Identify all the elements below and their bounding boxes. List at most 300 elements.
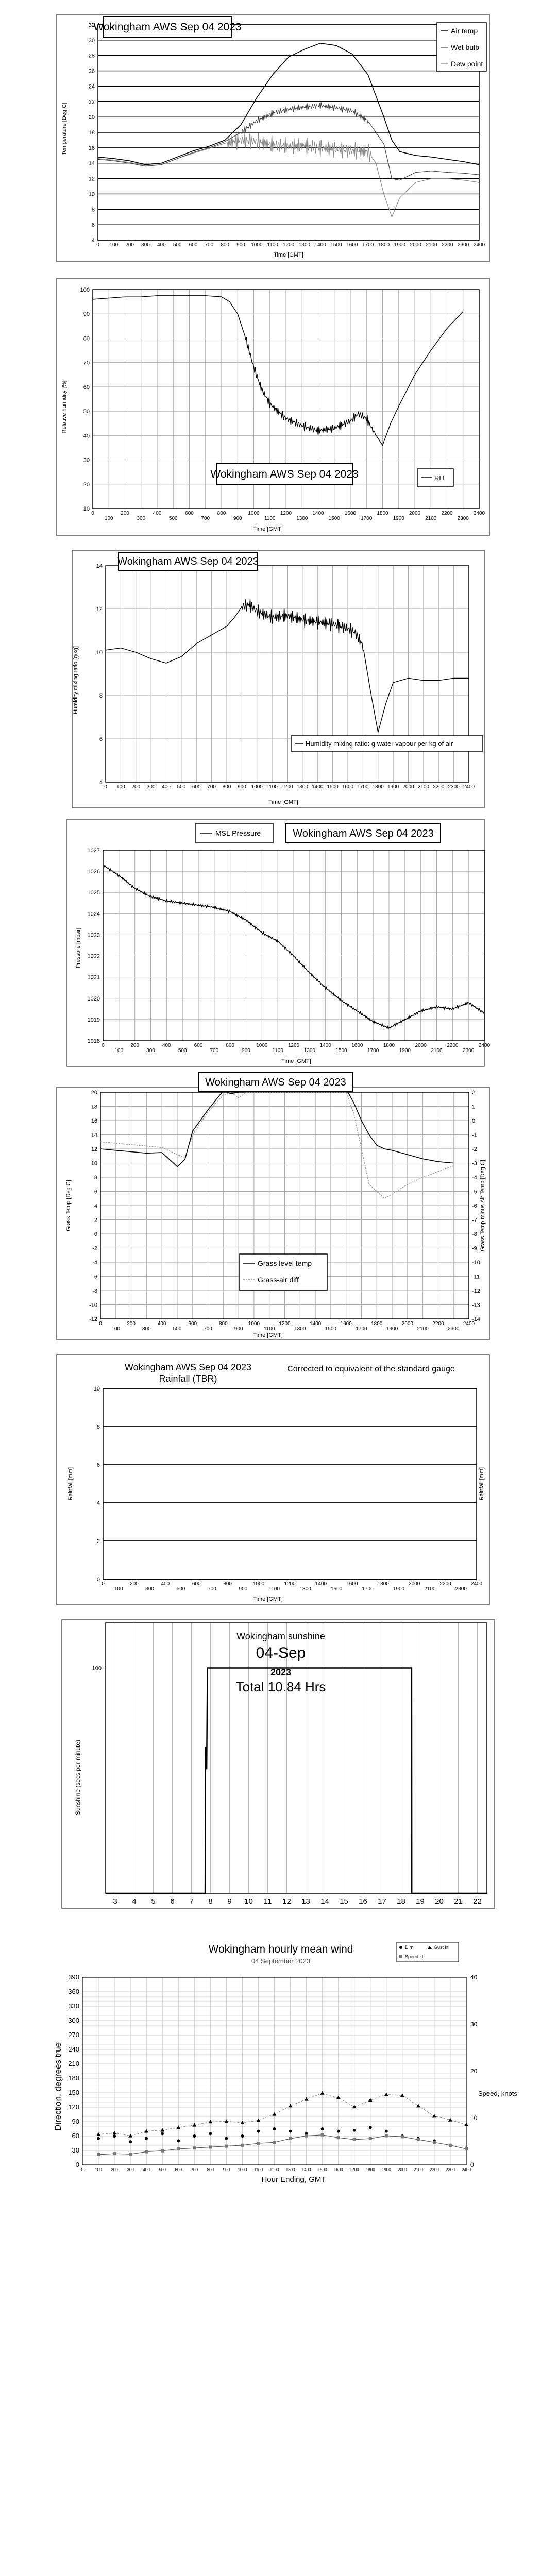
x-tick-label: 900 <box>236 242 245 248</box>
x-tick-label: 1700 <box>356 1326 367 1332</box>
y-tick-label: -12 <box>89 1316 97 1323</box>
x-tick-label: 1200 <box>284 1581 296 1587</box>
x-tick-label: 500 <box>168 516 178 521</box>
x-tick-label: 2100 <box>417 784 429 790</box>
legend-label-mixing-ratio: Humidity mixing ratio: g water vapour per kg of air <box>306 740 453 748</box>
speed-point <box>465 2147 468 2150</box>
x-axis-label: Time [GMT] <box>253 526 283 532</box>
y-tick-label: 80 <box>83 335 90 342</box>
x-tick-label: 20 <box>435 1897 444 1906</box>
legend <box>397 1942 459 1962</box>
x-tick-label: 2400 <box>462 2167 471 2172</box>
x-tick-label: 200 <box>125 242 134 248</box>
legend <box>291 736 483 751</box>
x-tick-label: 2200 <box>439 1581 451 1587</box>
x-tick-label: 1400 <box>312 784 324 790</box>
chart-frame <box>72 550 484 808</box>
y-tick-label: 30 <box>88 37 95 44</box>
x-tick-label: 8 <box>208 1897 213 1906</box>
x-tick-label: 3 <box>113 1897 117 1906</box>
y-tick-label: -2 <box>92 1245 97 1252</box>
x-tick-label: 1200 <box>280 511 292 516</box>
y-tick-label: 100 <box>80 287 90 293</box>
x-tick-label: 2000 <box>415 1043 427 1048</box>
y-tick-label: 390 <box>68 1973 79 1981</box>
x-tick-label: 2400 <box>473 242 485 248</box>
x-tick-label: 1500 <box>330 242 342 248</box>
y-tick-label: 22 <box>88 99 95 106</box>
x-tick-label: 1200 <box>288 1043 300 1048</box>
x-tick-label: 300 <box>142 1326 151 1332</box>
x-tick-label: 0 <box>99 1321 102 1327</box>
x-tick-label: 2000 <box>397 2167 407 2172</box>
speed-point <box>449 2144 452 2147</box>
dirn-point <box>225 2137 228 2140</box>
x-tick-label: 1500 <box>327 784 339 790</box>
x-tick-label: 1600 <box>340 1321 352 1327</box>
y2-tick-label: -10 <box>472 1260 480 1266</box>
y-tick-label: 8 <box>99 693 103 699</box>
dirn-point <box>321 2127 324 2130</box>
x-tick-label: 17 <box>378 1897 386 1906</box>
x-tick-label: 1700 <box>361 516 373 521</box>
grass-temp-chart-panel <box>0 1072 541 1345</box>
x-tick-label: 1800 <box>377 511 388 516</box>
x-tick-label: 1300 <box>296 784 308 790</box>
x-tick-label: 400 <box>157 1321 166 1327</box>
x-tick-label: 400 <box>162 784 171 790</box>
x-tick-label: 300 <box>141 242 150 248</box>
y-tick-label: 10 <box>88 191 95 198</box>
x-tick-label: 1300 <box>285 2167 295 2172</box>
y-tick-label: 40 <box>83 433 90 439</box>
speed-point <box>193 2146 196 2149</box>
dirn-point <box>193 2134 196 2138</box>
y-tick-label: 26 <box>88 68 95 75</box>
y2-axis-label: Grass Temp minus Air Temp [Deg C] <box>480 1160 486 1251</box>
y-tick-label: 28 <box>88 53 95 59</box>
dirn-point <box>257 2130 260 2133</box>
dirn-point <box>241 2134 244 2138</box>
speed-point <box>209 2145 212 2148</box>
x-tick-label: 1600 <box>342 784 354 790</box>
legend <box>417 469 453 486</box>
x-tick-label: 1800 <box>377 1581 389 1587</box>
y2-tick-label: 0 <box>470 2161 474 2168</box>
x-tick-label: 2000 <box>409 1581 420 1587</box>
x-tick-label: 500 <box>173 1326 182 1332</box>
x-tick-label: 1300 <box>298 242 310 248</box>
x-tick-label: 900 <box>239 1586 248 1592</box>
x-tick-label: 1900 <box>393 516 404 521</box>
dirn-point <box>113 2134 116 2138</box>
x-tick-label: 1900 <box>386 1326 398 1332</box>
x-tick-label: 1700 <box>349 2167 359 2172</box>
gust-point <box>289 2104 293 2107</box>
chart-subtitle: Rainfall (TBR) <box>159 1374 217 1384</box>
gust-point <box>224 2119 228 2123</box>
x-tick-label: 21 <box>454 1897 463 1906</box>
x-tick-label: 2400 <box>463 1321 475 1327</box>
y-tick-label: 24 <box>88 83 95 90</box>
x-tick-label: 1000 <box>248 1321 260 1327</box>
x-tick-label: 1400 <box>309 1321 322 1327</box>
x-tick-label: 9 <box>227 1897 232 1906</box>
speed-point <box>225 2145 228 2148</box>
chart-subtitle: 04 September 2023 <box>251 1957 311 1965</box>
x-tick-label: 700 <box>191 2167 198 2172</box>
legend-label-rh: RH <box>434 474 444 482</box>
dirn-point <box>337 2130 340 2133</box>
y2-axis-label: Speed, knots <box>478 2090 517 2097</box>
x-tick-label: 1500 <box>328 516 340 521</box>
x-tick-label: 2300 <box>446 2167 455 2172</box>
y-tick-label: -4 <box>92 1260 97 1266</box>
x-tick-label: 12 <box>282 1897 291 1906</box>
x-tick-label: 2300 <box>457 516 469 521</box>
y-tick-label: -10 <box>89 1302 97 1309</box>
y-tick-label: -6 <box>92 1274 97 1280</box>
y-axis-label: Pressure [mbar] <box>75 927 81 969</box>
chart-frame <box>57 1355 489 1605</box>
x-tick-label: 2200 <box>447 1043 459 1048</box>
x-tick-label: 800 <box>222 784 231 790</box>
x-tick-label: 1900 <box>393 1586 405 1592</box>
y-tick-label: 16 <box>88 145 95 151</box>
y-tick-label: 2 <box>96 1538 100 1545</box>
y2-tick-label: 20 <box>470 2067 478 2075</box>
x-tick-label: 1000 <box>256 1043 268 1048</box>
x-tick-label: 4 <box>132 1897 137 1906</box>
x-tick-label: 18 <box>397 1897 405 1906</box>
y-tick-label: 8 <box>94 1175 97 1181</box>
dirn-point <box>129 2140 132 2143</box>
x-tick-label: 1100 <box>266 784 278 790</box>
sunshine-total: Total 10.84 Hrs <box>235 1679 326 1694</box>
chart-title: Wokingham AWS Sep 04 2023 <box>117 556 259 567</box>
legend <box>196 823 273 843</box>
y-tick-label: 210 <box>68 2060 79 2067</box>
mixing-ratio-chart-panel <box>0 541 541 814</box>
y-tick-label: 0 <box>75 2161 79 2168</box>
y-tick-label: 0 <box>94 1231 97 1238</box>
x-tick-label: 0 <box>81 2167 84 2172</box>
temperature-chart-panel <box>0 0 541 268</box>
x-tick-label: 800 <box>218 1321 228 1327</box>
y-tick-label: 10 <box>93 1386 100 1392</box>
y-axis-label: Rainfall [mm] <box>67 1467 74 1501</box>
y2-tick-label: -12 <box>472 1288 480 1294</box>
y-axis-label: Temperature [Deg C] <box>61 102 67 156</box>
y-tick-label: 360 <box>68 1988 79 1995</box>
chart-frame <box>62 1620 495 1908</box>
speed-point <box>321 2133 324 2137</box>
x-tick-label: 1800 <box>372 784 384 790</box>
x-tick-label: 1000 <box>251 784 263 790</box>
y-tick-label: 12 <box>88 176 95 182</box>
x-tick-label: 200 <box>130 1581 139 1587</box>
mixing-ratio-chart <box>0 541 541 814</box>
x-tick-label: 400 <box>143 2167 150 2172</box>
x-tick-label: 11 <box>263 1897 272 1906</box>
x-tick-label: 800 <box>217 511 226 516</box>
dirn-point <box>97 2137 100 2140</box>
x-tick-label: 0 <box>104 784 107 790</box>
chart-title: Wokingham AWS Sep 04 2023 <box>205 1077 346 1088</box>
rainfall-chart <box>0 1345 541 1613</box>
y2-tick-label: -13 <box>472 1302 480 1309</box>
y-tick-label: 1021 <box>87 974 100 981</box>
y-tick-label: 1018 <box>87 1038 100 1044</box>
x-tick-label: 14 <box>320 1897 329 1906</box>
x-tick-label: 900 <box>238 784 246 790</box>
x-tick-label: 200 <box>131 784 141 790</box>
x-tick-label: 100 <box>116 784 125 790</box>
x-tick-label: 2100 <box>413 2167 423 2172</box>
x-tick-label: 16 <box>359 1897 367 1906</box>
x-tick-label: 1000 <box>238 2167 247 2172</box>
chart-title: Wokingham AWS Sep 04 2023 <box>293 828 434 839</box>
x-tick-label: 2200 <box>442 242 453 248</box>
legend-label-dew-point: Dew point <box>451 60 483 68</box>
y-tick-label: 18 <box>88 130 95 136</box>
x-tick-label: 1100 <box>267 242 278 248</box>
x-tick-label: 2400 <box>470 1581 483 1587</box>
y-tick-label: 150 <box>68 2089 79 2096</box>
y-tick-label: 30 <box>83 457 90 464</box>
rainfall-chart-panel <box>0 1345 541 1613</box>
x-tick-label: 500 <box>178 1048 187 1054</box>
chart-title: Wokingham hourly mean wind <box>208 1943 353 1955</box>
x-tick-label: 2300 <box>448 784 460 790</box>
x-tick-label: 600 <box>185 511 194 516</box>
x-tick-label: 1500 <box>325 1326 336 1332</box>
y-tick-label: 18 <box>91 1104 97 1110</box>
x-tick-label: 2000 <box>402 784 414 790</box>
x-axis-label: Time [GMT] <box>274 252 303 258</box>
y-axis-label: Direction, degrees true <box>53 2042 63 2131</box>
x-tick-label: 1900 <box>399 1048 411 1054</box>
y-tick-label: 20 <box>91 1090 97 1096</box>
x-tick-label: 0 <box>96 242 99 248</box>
y-tick-label: 1019 <box>87 1016 100 1023</box>
x-tick-label: 600 <box>194 1043 203 1048</box>
x-tick-label: 900 <box>234 1326 243 1332</box>
y2-tick-label: -9 <box>472 1245 477 1252</box>
grass-temp-chart <box>0 1072 541 1345</box>
humidity-chart-panel <box>0 268 541 541</box>
x-tick-label: 2100 <box>431 1048 443 1054</box>
x-tick-label: 2100 <box>426 242 437 248</box>
x-tick-label: 19 <box>416 1897 425 1906</box>
y-axis-label: Relative humidity [%] <box>61 380 67 434</box>
x-axis-label: Time [GMT] <box>253 1332 283 1338</box>
y-tick-label: 6 <box>99 736 103 742</box>
x-tick-label: 2200 <box>432 1321 444 1327</box>
x-tick-label: 900 <box>223 2167 230 2172</box>
speed-point <box>257 2142 260 2145</box>
speed-point <box>289 2137 292 2140</box>
gust-point <box>112 2131 116 2134</box>
speed-point <box>417 2138 420 2141</box>
y-tick-label: 270 <box>68 2031 79 2039</box>
y-tick-label: 12 <box>91 1146 97 1153</box>
x-axis-label: Hour Ending, GMT <box>261 2175 326 2184</box>
y2-tick-label: -8 <box>472 1231 477 1238</box>
x-tick-label: 1600 <box>351 1043 363 1048</box>
x-tick-label: 700 <box>208 1586 216 1592</box>
y2-tick-label: 2 <box>472 1090 476 1096</box>
x-tick-label: 800 <box>226 1043 235 1048</box>
x-tick-label: 1000 <box>252 1581 265 1587</box>
x-tick-label: 500 <box>159 2167 166 2172</box>
x-tick-label: 600 <box>188 1321 197 1327</box>
x-tick-label: 300 <box>137 516 146 521</box>
x-tick-label: 1300 <box>296 516 308 521</box>
y-tick-label: 50 <box>83 409 90 415</box>
dirn-point <box>161 2132 164 2135</box>
x-tick-label: 900 <box>233 516 242 521</box>
x-tick-label: 2300 <box>458 242 469 248</box>
y-tick-label: 4 <box>96 1500 100 1506</box>
y2-tick-label: -5 <box>472 1189 477 1195</box>
x-tick-label: 200 <box>121 511 129 516</box>
x-tick-label: 1800 <box>383 1043 395 1048</box>
y-tick-label: 1022 <box>87 953 100 960</box>
y-tick-label: 32 <box>88 22 95 28</box>
y-tick-label: 16 <box>91 1118 97 1124</box>
x-tick-label: 1100 <box>268 1586 280 1592</box>
x-tick-label: 5 <box>151 1897 156 1906</box>
x-axis-label: Time [GMT] <box>253 1596 283 1602</box>
y-tick-label: 10 <box>83 506 90 512</box>
y2-tick-label: -1 <box>472 1132 477 1139</box>
chart-title: Wokingham AWS Sep 04 2023 <box>93 21 242 33</box>
speed-point <box>113 2152 116 2155</box>
y2-tick-label: 10 <box>470 2114 478 2122</box>
x-tick-label: 1200 <box>281 784 293 790</box>
y-tick-label: 240 <box>68 2045 79 2053</box>
x-tick-label: 100 <box>111 1326 121 1332</box>
y-tick-label: 10 <box>96 650 103 656</box>
x-tick-label: 1400 <box>314 242 326 248</box>
plot-area <box>68 1973 477 2172</box>
x-tick-label: 2200 <box>430 2167 439 2172</box>
x-tick-label: 1600 <box>346 242 358 248</box>
y-tick-label: 6 <box>96 1462 100 1468</box>
x-tick-label: 200 <box>127 1321 136 1327</box>
y-tick-label: 6 <box>94 1189 97 1195</box>
x-tick-label: 1300 <box>303 1048 315 1054</box>
pressure-chart-panel <box>0 814 541 1072</box>
x-axis-label: Time [GMT] <box>268 799 298 805</box>
speed-point <box>177 2147 180 2150</box>
x-tick-label: 700 <box>204 1326 212 1332</box>
x-tick-label: 400 <box>161 1581 170 1587</box>
x-tick-label: 100 <box>95 2167 102 2172</box>
x-tick-label: 300 <box>145 1586 154 1592</box>
series-speed-line <box>98 2135 466 2155</box>
x-tick-label: 22 <box>473 1897 482 1906</box>
x-tick-label: 10 <box>244 1897 253 1906</box>
chart-title: Wokingham sunshine <box>236 1631 325 1641</box>
gust-point <box>176 2125 180 2129</box>
y-axis-label: Humidity mixing ratio [g/kg] <box>73 646 79 715</box>
x-tick-label: 100 <box>114 1586 123 1592</box>
x-tick-label: 2000 <box>409 511 421 516</box>
sunshine-date: 04-Sep <box>256 1645 306 1662</box>
y-tick-label: 90 <box>83 311 90 318</box>
x-tick-label: 500 <box>173 242 182 248</box>
x-tick-label: 1400 <box>312 511 324 516</box>
legend-label-diff: Grass-air diff <box>258 1276 299 1284</box>
x-tick-label: 1300 <box>299 1586 311 1592</box>
sunshine-chart <box>0 1613 541 1917</box>
x-tick-label: 400 <box>153 511 162 516</box>
x-tick-label: 2100 <box>425 516 437 521</box>
x-tick-label: 1200 <box>279 1321 291 1327</box>
chart-title: Wokingham AWS Sep 04 2023 <box>124 1362 252 1372</box>
y-tick-label: 1027 <box>87 848 100 854</box>
gust-point <box>352 2105 357 2108</box>
y-tick-label: 20 <box>83 481 90 488</box>
y-tick-label: 1023 <box>87 932 100 939</box>
y2-tick-label: -3 <box>472 1160 477 1167</box>
y-tick-label: 1026 <box>87 869 100 875</box>
x-tick-label: 1200 <box>282 242 295 248</box>
x-tick-label: 2100 <box>417 1326 429 1332</box>
x-tick-label: 1700 <box>357 784 369 790</box>
legend-label-wet-bulb: Wet bulb <box>451 43 479 52</box>
x-tick-label: 1600 <box>333 2167 343 2172</box>
gust-point <box>432 2114 436 2117</box>
x-tick-label: 1300 <box>294 1326 306 1332</box>
x-tick-label: 2400 <box>478 1043 491 1048</box>
x-tick-label: 2200 <box>441 511 453 516</box>
x-tick-label: 1100 <box>253 2167 263 2172</box>
x-tick-label: 2300 <box>448 1326 460 1332</box>
x-tick-label: 600 <box>192 1581 201 1587</box>
x-tick-label: 1900 <box>394 242 405 248</box>
y2-tick-label: -14 <box>472 1316 480 1323</box>
y-tick-label: 30 <box>72 2146 79 2154</box>
series-gust-line <box>98 2093 466 2136</box>
y-tick-label: 1025 <box>87 890 100 896</box>
sunshine-chart-panel <box>0 1613 541 1917</box>
x-tick-label: 1400 <box>301 2167 311 2172</box>
gust-point <box>416 2104 420 2107</box>
y-tick-label: 90 <box>72 2117 79 2125</box>
legend-marker-speed <box>399 1955 402 1958</box>
gust-point <box>273 2112 277 2116</box>
x-tick-label: 13 <box>301 1897 310 1906</box>
x-tick-label: 1500 <box>335 1048 347 1054</box>
x-tick-label: 0 <box>102 1043 105 1048</box>
gust-point <box>144 2129 148 2132</box>
y-tick-label: 120 <box>68 2103 79 2111</box>
x-tick-label: 700 <box>207 784 216 790</box>
y-tick-label: 70 <box>83 360 90 366</box>
x-tick-label: 2200 <box>433 784 445 790</box>
x-tick-label: 2400 <box>463 784 475 790</box>
legend-label-grass: Grass level temp <box>258 1259 312 1267</box>
x-tick-label: 7 <box>189 1897 194 1906</box>
y-tick-label: 20 <box>88 114 95 121</box>
chart-frame <box>67 819 484 1066</box>
x-tick-label: 300 <box>146 1048 155 1054</box>
chart-title: Wokingham AWS Sep 04 2023 <box>210 468 359 480</box>
speed-point <box>305 2134 308 2138</box>
